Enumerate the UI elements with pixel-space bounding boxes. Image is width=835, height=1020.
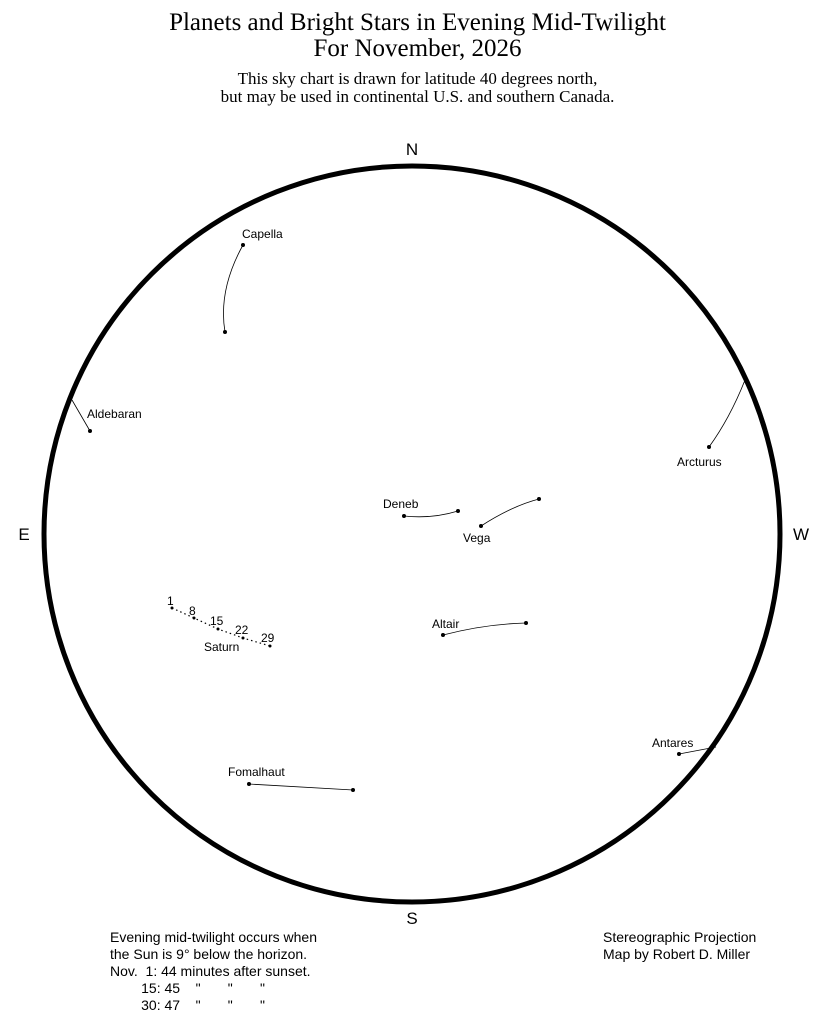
direction-south: S [406, 909, 418, 928]
saturn-date-label: 1 [167, 594, 174, 608]
direction-north: N [405, 140, 419, 159]
label-vega: Vega [463, 531, 491, 545]
saturn-date-label: 8 [189, 604, 196, 618]
altair-point-end [524, 621, 528, 625]
label-aldebaran: Aldebaran [87, 407, 142, 421]
arcturus-point [707, 445, 711, 449]
capella-point-start [241, 243, 245, 247]
footer-left-line3: Nov. 1: 44 minutes after sunset. [110, 963, 311, 979]
footer-left-line2: the Sun is 9° below the horizon. [110, 946, 308, 962]
antares-point [677, 752, 681, 756]
deneb-track [404, 511, 458, 517]
fomalhaut-track [249, 784, 353, 790]
label-saturn: Saturn [204, 640, 240, 654]
footer-left-line5: 30: 47 " " " [110, 997, 265, 1013]
footer-right-line2: Map by Robert D. Miller [603, 946, 751, 962]
vega-track [481, 499, 539, 526]
vega-point-end [537, 497, 541, 501]
footer-right-line1: Stereographic Projection [603, 929, 757, 945]
horizon-circle [44, 166, 780, 902]
chart-title-line1: Planets and Bright Stars in Evening Mid-Twilight [169, 9, 666, 36]
chart-title-line2: For November, 2026 [313, 35, 522, 62]
label-capella: Capella [242, 227, 283, 241]
direction-east: E [18, 525, 30, 544]
aldebaran-point [88, 429, 92, 433]
label-altair: Altair [432, 617, 460, 631]
footer-left-line4: 15: 45 " " " [110, 980, 265, 996]
fomalhaut-point-start [247, 782, 251, 786]
altair-point-start [441, 633, 445, 637]
fomalhaut-point-end [351, 788, 355, 792]
label-antares: Antares [652, 736, 694, 750]
arcturus-track [709, 380, 745, 447]
deneb-point-end [456, 509, 460, 513]
chart-subtitle-line1: This sky chart is drawn for latitude 40 degrees north, [237, 69, 598, 88]
vega-point-start [479, 524, 483, 528]
direction-west: W [792, 525, 810, 544]
saturn-date-label: 22 [235, 623, 249, 637]
saturn-date-label: 15 [210, 614, 224, 628]
chart-subtitle-line2: but may be used in continental U.S. and southern Canada. [220, 87, 615, 106]
deneb-point-start [402, 514, 406, 518]
capella-point-end [223, 330, 227, 334]
label-deneb: Deneb [383, 497, 419, 511]
footer-left-line1: Evening mid-twilight occurs when [110, 929, 317, 945]
saturn-date-label: 29 [261, 631, 275, 645]
label-fomalhaut: Fomalhaut [228, 765, 285, 779]
label-arcturus: Arcturus [677, 455, 722, 469]
capella-track [223, 245, 243, 332]
